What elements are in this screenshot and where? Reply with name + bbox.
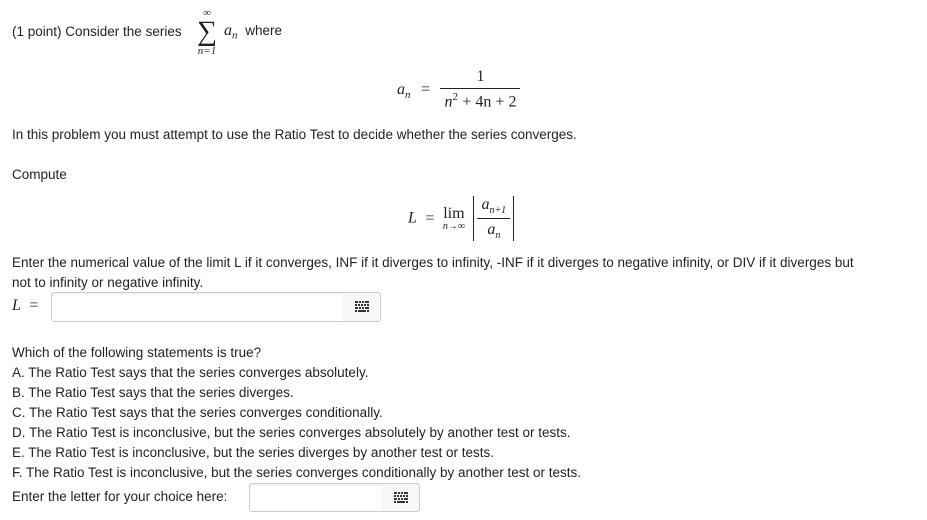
ratio-den-a: a xyxy=(487,221,496,239)
formula-lhs: a xyxy=(397,80,405,98)
answer1-L: L xyxy=(12,297,21,314)
limit-answer-input[interactable] xyxy=(51,292,345,322)
intro-line xyxy=(12,24,182,39)
den-n: n xyxy=(444,93,453,111)
keypad-icon xyxy=(355,301,369,313)
limit-keypad-button[interactable] xyxy=(344,292,381,322)
option-d: D. The Ratio Test is inconclusive, but the series converges absolutely by another test or tests. xyxy=(12,425,571,440)
lim-operator xyxy=(443,206,465,232)
ratio-num-a: a xyxy=(481,196,490,213)
limit-lhs: L xyxy=(408,209,417,227)
sum-upper-limit: ∞ xyxy=(203,7,211,19)
formula-an xyxy=(397,68,520,111)
enter-instruction-line2: not to infinity or negative infinity. xyxy=(12,275,204,290)
ratio-num-sub: n+1 xyxy=(489,205,507,217)
instruction-text: In this problem you must attempt to use the Ratio Test to decide whether the series converges. xyxy=(12,127,577,142)
term-sub: n xyxy=(232,29,238,42)
question-text: Which of the following statements is true? xyxy=(12,345,262,360)
intro-suffix: where xyxy=(245,23,283,38)
limit-eq: = xyxy=(425,209,435,227)
option-a: A. The Ratio Test says that the series converges absolutely. xyxy=(12,365,369,380)
sum-symbol: ∑ xyxy=(197,16,217,47)
option-e: E. The Ratio Test is inconclusive, but the series diverges by another test or tests. xyxy=(12,445,494,460)
term-a: a xyxy=(224,22,232,39)
option-b: B. The Ratio Test says that the series diverges. xyxy=(12,385,294,400)
intro-term xyxy=(224,22,282,42)
lim-word: lim xyxy=(443,204,465,222)
ratio-den-sub: n xyxy=(495,230,501,242)
limit-formula xyxy=(408,196,514,240)
den-exp: 2 xyxy=(452,91,458,103)
enter-instruction-line1: Enter the numerical value of the limit L if it converges, INF if it diverges to infinity, -INF if it diverges to negative infinity, or DIV if it diverges but xyxy=(12,255,854,270)
intro-prefix: (1 point) Consider the series xyxy=(12,24,182,39)
abs-bars xyxy=(473,196,514,241)
den-rest: + 4n + 2 xyxy=(462,93,517,111)
formula-fraction xyxy=(440,68,520,111)
answer1-label xyxy=(12,297,38,315)
ratio-numerator xyxy=(477,196,510,218)
compute-label: Compute xyxy=(12,167,67,182)
sum-lower-limit: n=1 xyxy=(197,45,217,57)
summation xyxy=(192,8,222,57)
choice-answer-input[interactable] xyxy=(249,483,383,512)
answer2-label: Enter the letter for your choice here: xyxy=(12,489,228,504)
formula-denominator xyxy=(440,88,520,111)
choice-keypad-button[interactable] xyxy=(382,483,420,512)
option-f: F. The Ratio Test is inconclusive, but the series converges conditionally by another test or tests. xyxy=(12,465,582,480)
keypad-icon xyxy=(394,492,408,504)
formula-eq: = xyxy=(420,80,430,98)
ratio-denominator xyxy=(477,218,510,241)
ratio-fraction xyxy=(477,196,510,241)
lim-subscript: n→∞ xyxy=(442,220,465,232)
formula-numerator: 1 xyxy=(476,68,485,85)
option-c: C. The Ratio Test says that the series converges conditionally. xyxy=(12,405,383,420)
answer1-eq: = xyxy=(29,297,39,314)
formula-lhs-sub: n xyxy=(405,89,411,102)
